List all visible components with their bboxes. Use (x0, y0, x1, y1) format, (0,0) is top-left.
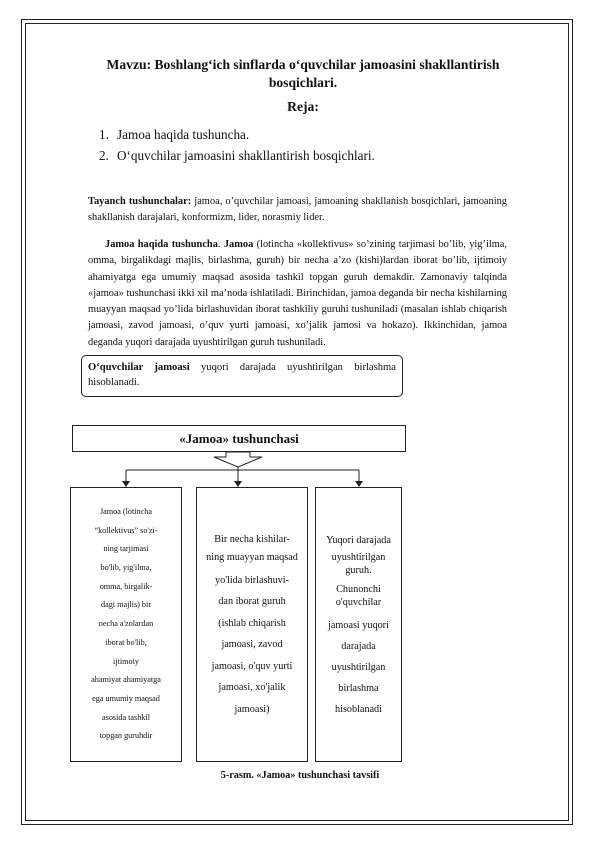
figure-caption: 5-rasm. «Jamoa» tushunchasi tavsifi (220, 770, 380, 781)
diagram-column-high-level-group: Yuqori darajada uyushtirilgan guruh. Chunonchi o'quvchilar jamoasi yuqori darajada uyushtirilgan birlashma hisoblanadi (315, 487, 402, 762)
definition-heading: Jamoa haqida tushuncha (105, 239, 218, 250)
diagram-header-box: «Jamoa» tushunchasi (72, 425, 406, 452)
key-terms-paragraph: Tayanch tushunchalar: jamoa, o’quvchilar jamoasi, jamoaning shakllanish bosqichlari, jamoaning shakllanish darajalari, konformizm, lider, norasmiy lider. (88, 196, 507, 224)
diagram-column-definition: Jamoa (lotincha “kollektivus” so'zi- ning tarjimasi bo'lib, yig'ilma, omma, birgalik- dagi majlis) bir necha a'zolardan iborat bo'lib, ijtimoiy ahamiyat ahamiyatga ega umumiy maqsad asosida tashkil topgan guruhdir (70, 487, 182, 762)
document-title: Mavzu: Boshlang‘ich sinflarda o‘quvchilar jamoasini shakllantirish bosqichlari. (106, 57, 500, 90)
key-terms-label: Tayanch tushunchalar: (88, 196, 192, 207)
plan-item: 2. O‘quvchilar jamoasini shakllantirish bosqichlari. (99, 148, 375, 163)
diagram-column-organized-group: Bir necha kishilar- ning muayyan maqsad yo'lida birlashuvi- dan iborat guruh (ishlab chiqarish jamoasi, zavod jamoasi, o'quv yurti jamoasi, xo'jalik jamoasi) (196, 487, 308, 762)
definition-paragraph: Jamoa haqida tushuncha. Jamoa (lotincha «kollektivus» so’zining tarjimasi bo’lib, yig’ilma, omma, birgalikdagi majlis, birlashma, guruh) bir necha a’zo (kishi)lardan iborat bo’lib, ijtimoiy ahamiyatga ega umumiy maqsad asosida tashkil topgan guruh demakdir. Zamonaviy talqinda «jamoa» tushunchasi ikki xil ma’noda ishlatiladi. Birinchidan, jamoa deganda bir necha kishilarning muayyan maqsad yo’lida birlashuvidan iborat tashkiliy guruhi tushuniladi (masalan ishlab chiqarish jamoasi, zavod jamoasi, o’quv yurti jamoasi, xo’jalik jamosi va hokazo). Ikkinchidan, jamoa deganda yuqori darajada uyushtirilgan guruh tushuniladi. (88, 239, 508, 348)
definition-term: Jamoa (223, 239, 254, 250)
plan-item: 1. Jamoa haqida tushuncha. (99, 127, 250, 142)
plan-heading: Reja: (287, 99, 319, 114)
highlight-definition-box: O‘quvchilar jamoasi yuqori darajada uyushtirilgan birlashma hisoblanadi. (81, 355, 403, 397)
